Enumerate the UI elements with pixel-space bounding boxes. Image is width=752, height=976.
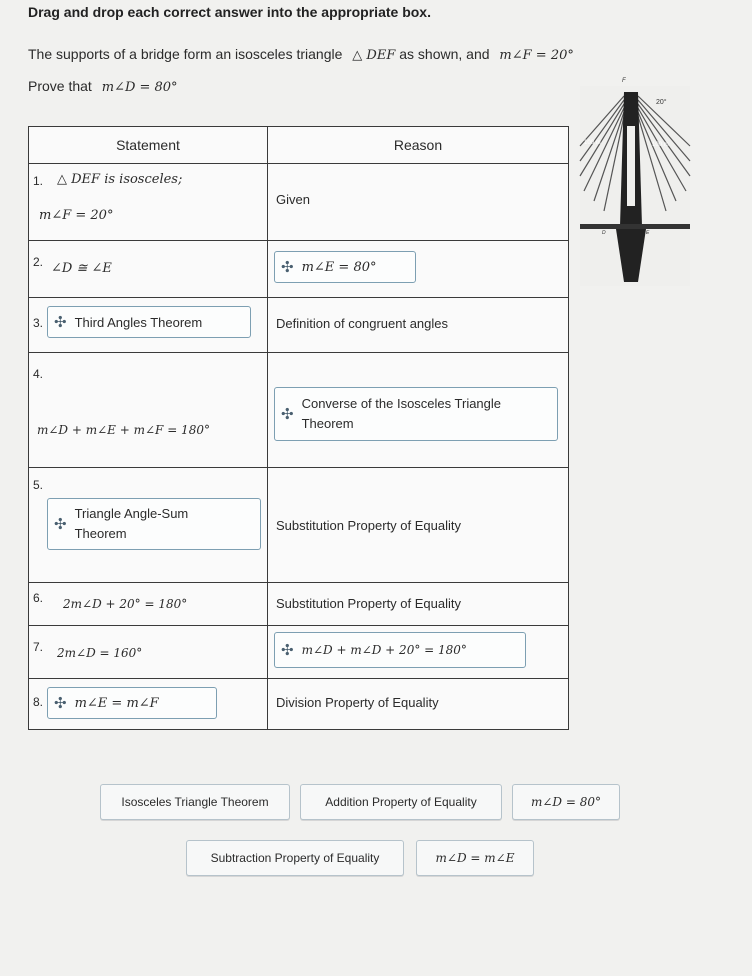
statement-1b: m∠F = 20° xyxy=(39,208,114,223)
drop-box-reason-2[interactable] xyxy=(274,251,416,283)
given-angle: m∠F = 20° xyxy=(499,48,574,63)
reason-cell-1 xyxy=(268,164,569,241)
proof-table xyxy=(28,126,569,730)
statement-1a: △ DEF is isosceles; xyxy=(57,172,183,187)
statement-cell-2 xyxy=(29,241,268,298)
dropped-answer: Converse of the Isosceles Triangle Theorem xyxy=(301,396,502,431)
problem-text-b: as shown, and xyxy=(399,46,490,62)
drag-handle-icon[interactable]: ✣ xyxy=(54,516,67,533)
answer-tile-md-80[interactable]: m∠D = 80° xyxy=(512,784,620,820)
problem-line xyxy=(28,46,574,63)
row-number: 7. xyxy=(33,640,44,654)
drop-box-statement-5[interactable] xyxy=(47,498,261,550)
row-number: 4. xyxy=(33,367,44,381)
dropped-answer: m∠E = m∠F xyxy=(74,695,159,711)
reason-5: Substitution Property of Equality xyxy=(276,518,461,533)
row-number: 3. xyxy=(33,316,44,330)
reason-cell-7 xyxy=(268,626,569,679)
reason-1: Given xyxy=(276,192,310,207)
drag-handle-icon[interactable]: ✣ xyxy=(281,642,294,659)
problem-text-a: The supports of a bridge form an isosceles triangle xyxy=(28,46,343,62)
row-number: 8. xyxy=(33,695,44,709)
statement-cell-7 xyxy=(29,626,268,679)
reason-cell-4 xyxy=(268,353,569,468)
drag-handle-icon[interactable]: ✣ xyxy=(281,406,294,423)
statement-2: ∠D ≅ ∠E xyxy=(51,261,112,276)
row-number: 1. xyxy=(33,174,44,188)
answer-tile-isosceles-theorem[interactable]: Isosceles Triangle Theorem xyxy=(100,784,290,820)
answer-tile-addition-property[interactable]: Addition Property of Equality xyxy=(300,784,502,820)
row-number: 6. xyxy=(33,591,44,605)
statement-6: 2m∠D + 20° = 180° xyxy=(63,597,188,611)
answer-tile-md-eq-me[interactable]: m∠D = m∠E xyxy=(416,840,534,876)
header-reason: Reason xyxy=(268,127,569,164)
vertex-d-label: D xyxy=(602,230,606,236)
reason-3: Definition of congruent angles xyxy=(276,316,449,331)
vertex-e-label: E xyxy=(646,230,650,236)
drop-box-statement-3[interactable] xyxy=(47,306,251,338)
instruction: Drag and drop each correct answer into the appropriate box. xyxy=(28,4,431,20)
statement-7: 2m∠D = 160° xyxy=(57,646,143,660)
bridge-diagram xyxy=(580,78,690,286)
statement-cell-8 xyxy=(29,679,268,730)
dropped-answer: m∠D + m∠D + 20° = 180° xyxy=(301,643,467,657)
dropped-answer: Third Angles Theorem xyxy=(74,314,203,330)
drop-box-statement-8[interactable] xyxy=(47,687,217,719)
reason-6: Substitution Property of Equality xyxy=(276,596,461,611)
angle-20-label: 20° xyxy=(656,99,667,106)
header-statement: Statement xyxy=(29,127,268,164)
reason-cell-8 xyxy=(268,679,569,730)
right-length-label: 100 m xyxy=(652,142,669,148)
prove-angle: m∠D = 80° xyxy=(101,80,178,95)
statement-cell-3 xyxy=(29,298,268,353)
left-length-label: 100 m xyxy=(584,140,601,146)
triangle-name: △ DEF xyxy=(352,48,396,63)
statement-cell-1 xyxy=(29,164,268,241)
drag-handle-icon[interactable]: ✣ xyxy=(54,314,67,331)
dropped-answer: m∠E = 80° xyxy=(301,259,377,275)
drop-box-reason-7[interactable] xyxy=(274,632,526,668)
drag-handle-icon[interactable]: ✣ xyxy=(54,695,67,712)
statement-cell-4 xyxy=(29,353,268,468)
reason-8: Division Property of Equality xyxy=(276,695,439,710)
vertex-f-label: F xyxy=(622,78,626,84)
reason-cell-2 xyxy=(268,241,569,298)
row-number: 2. xyxy=(33,255,44,269)
statement-4: m∠D + m∠E + m∠F = 180° xyxy=(37,423,210,437)
reason-cell-6 xyxy=(268,583,569,626)
reason-cell-5 xyxy=(268,468,569,583)
prove-line xyxy=(28,78,178,95)
drag-handle-icon[interactable]: ✣ xyxy=(281,259,294,276)
statement-cell-5 xyxy=(29,468,268,583)
prove-label: Prove that xyxy=(28,78,92,94)
dropped-answer: Triangle Angle-Sum Theorem xyxy=(74,506,189,541)
statement-cell-6 xyxy=(29,583,268,626)
answer-tile-subtraction-property[interactable]: Subtraction Property of Equality xyxy=(186,840,404,876)
reason-cell-3 xyxy=(268,298,569,353)
row-number: 5. xyxy=(33,478,44,492)
drop-box-reason-4[interactable] xyxy=(274,387,558,441)
